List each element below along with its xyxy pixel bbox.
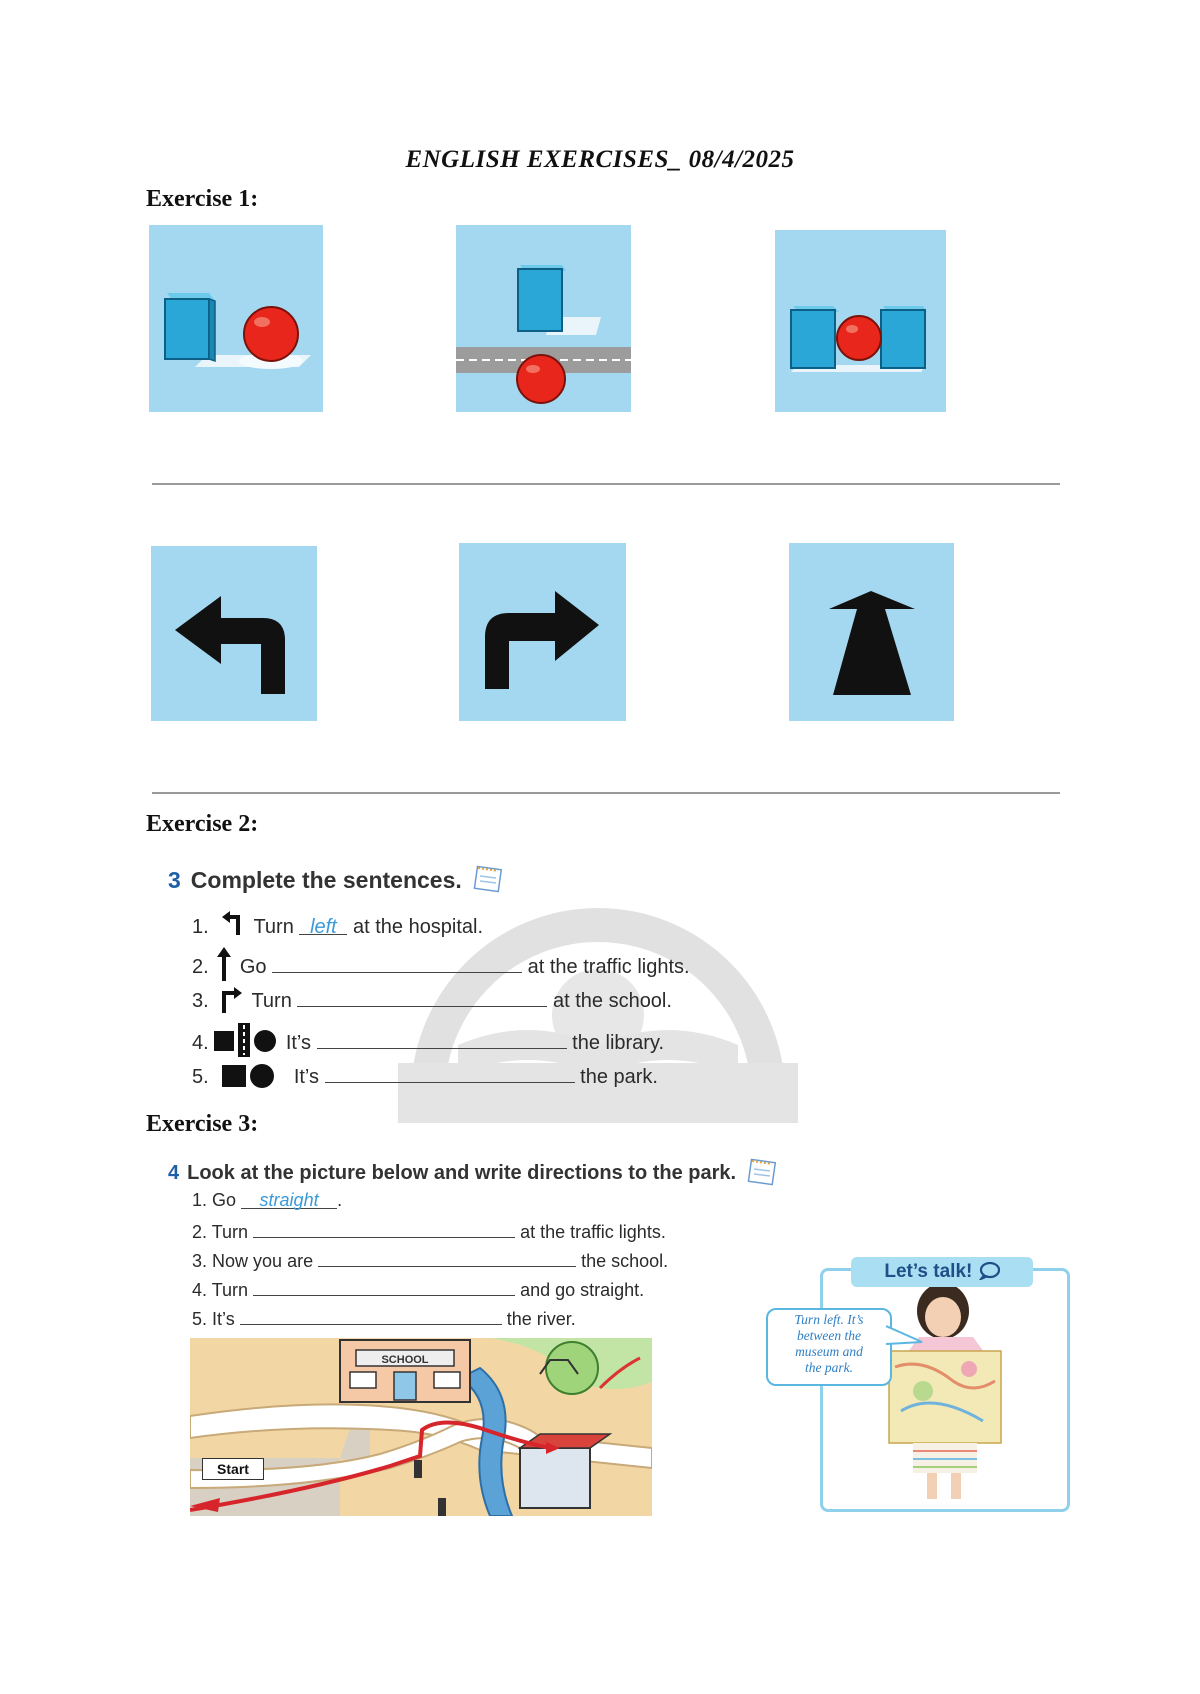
exercise-2-item-1 — [192, 909, 483, 939]
item-number: 4. — [192, 1280, 208, 1300]
speech-bubble-icon — [978, 1260, 1000, 1290]
exercise-3-item-3 — [192, 1248, 668, 1272]
exercise-3-item-4 — [192, 1277, 644, 1301]
exercise-3-heading: Exercise 3: — [146, 1111, 259, 1137]
next-to-small-icon — [222, 1061, 278, 1089]
girl-with-map-illustration — [823, 1271, 1067, 1509]
answer-blank[interactable] — [317, 1030, 567, 1049]
position-tile-next-to — [149, 225, 323, 412]
next-to-illustration — [149, 225, 323, 412]
turn-left-arrow-icon — [151, 546, 317, 721]
item-suffix: at the traffic lights. — [527, 956, 690, 978]
item-suffix: and go straight. — [520, 1280, 645, 1300]
between-illustration — [775, 230, 946, 412]
bubble-line: the park. — [805, 1360, 853, 1375]
lets-talk-panel — [820, 1268, 1070, 1512]
exercise-2-task-title — [168, 862, 504, 894]
position-tile-opposite — [456, 225, 631, 412]
bubble-line: Turn left. It’s — [794, 1312, 864, 1327]
turn-right-arrow-icon — [459, 543, 626, 721]
arrow-tile-go-straight — [789, 543, 954, 721]
item-number: 5. — [192, 1309, 208, 1329]
item-suffix: the park. — [580, 1066, 658, 1088]
task-number: 4 — [168, 1162, 180, 1184]
exercise-3-task-title — [168, 1155, 778, 1187]
item-prefix: It’s — [293, 1066, 320, 1088]
item-suffix: at the traffic lights. — [520, 1222, 666, 1242]
bubble-line: between the — [796, 1328, 862, 1343]
divider-line — [152, 792, 1060, 794]
position-tile-between — [775, 230, 946, 412]
item-suffix: the library. — [572, 1032, 665, 1054]
item-prefix: It’s — [285, 1032, 312, 1054]
speech-bubble-tail — [886, 1322, 926, 1352]
document-title: ENGLISH EXERCISES_ 08/4/2025 — [405, 146, 795, 173]
bubble-line: museum and — [795, 1344, 863, 1359]
item-number: 5. — [192, 1066, 209, 1088]
item-prefix: Turn — [253, 916, 294, 938]
divider-line — [152, 483, 1060, 485]
item-prefix: Now you are — [212, 1251, 314, 1271]
task-title-text: Complete the sentences. — [190, 867, 462, 893]
item-prefix: Turn — [211, 1280, 249, 1300]
item-prefix: It’s — [212, 1309, 235, 1329]
task-number: 3 — [168, 867, 181, 893]
item-number: 2. — [192, 956, 209, 978]
answer-blank[interactable] — [318, 1248, 576, 1267]
exercise-3-item-1 — [192, 1190, 342, 1211]
item-number: 1. — [192, 1190, 208, 1210]
example-answer: left — [310, 916, 337, 938]
turn-left-small-icon — [220, 909, 246, 937]
opposite-illustration — [456, 225, 631, 412]
item-suffix: the school. — [581, 1251, 669, 1271]
exercise-2-item-4 — [192, 1023, 664, 1057]
item-prefix: Turn — [251, 990, 292, 1012]
item-number: 3. — [192, 990, 209, 1012]
notebook-icon — [472, 862, 504, 894]
exercise-3-item-5 — [192, 1306, 576, 1330]
item-number: 1. — [192, 916, 209, 938]
speech-bubble — [766, 1308, 892, 1386]
arrow-tile-turn-left — [151, 546, 317, 721]
item-suffix: at the hospital. — [352, 916, 484, 938]
item-suffix: the river. — [506, 1309, 576, 1329]
lets-talk-label — [851, 1257, 1033, 1287]
go-straight-small-icon — [216, 947, 232, 981]
school-sign: SCHOOL — [381, 1354, 429, 1366]
exercise-3-item-2 — [192, 1219, 666, 1243]
answer-blank[interactable] — [253, 1277, 515, 1296]
task-title-text: Look at the picture below and write directions to the park. — [187, 1162, 737, 1184]
lets-talk-text: Let’s talk! — [884, 1261, 973, 1282]
exercise-2-heading: Exercise 2: — [146, 811, 259, 837]
answer-blank[interactable] — [297, 988, 547, 1007]
example-answer: straight — [259, 1190, 319, 1210]
item-prefix: Go — [212, 1190, 237, 1210]
exercise-2-item-5 — [192, 1061, 658, 1089]
answer-blank[interactable] — [299, 916, 347, 938]
directions-map — [190, 1338, 652, 1516]
answer-blank[interactable] — [272, 954, 522, 973]
exercise-2-item-3 — [192, 985, 672, 1013]
item-suffix: at the school. — [552, 990, 672, 1012]
answer-blank[interactable] — [325, 1064, 575, 1083]
answer-blank[interactable] — [241, 1190, 337, 1209]
map-start-label: Start — [202, 1458, 264, 1480]
item-prefix: Go — [239, 956, 267, 978]
answer-blank[interactable] — [240, 1306, 502, 1325]
answer-blank[interactable] — [253, 1219, 515, 1238]
exercise-2-item-2 — [192, 947, 690, 981]
opposite-small-icon — [214, 1023, 278, 1057]
item-number: 3. — [192, 1251, 208, 1271]
go-straight-arrow-icon — [789, 543, 954, 721]
turn-right-small-icon — [218, 985, 244, 1013]
arrow-tile-turn-right — [459, 543, 626, 721]
notebook-icon — [746, 1155, 778, 1187]
item-number: 4. — [192, 1032, 209, 1054]
item-number: 2. — [192, 1222, 208, 1242]
exercise-1-heading: Exercise 1: — [146, 186, 259, 212]
item-prefix: Turn — [211, 1222, 249, 1242]
item-suffix: . — [337, 1190, 343, 1210]
